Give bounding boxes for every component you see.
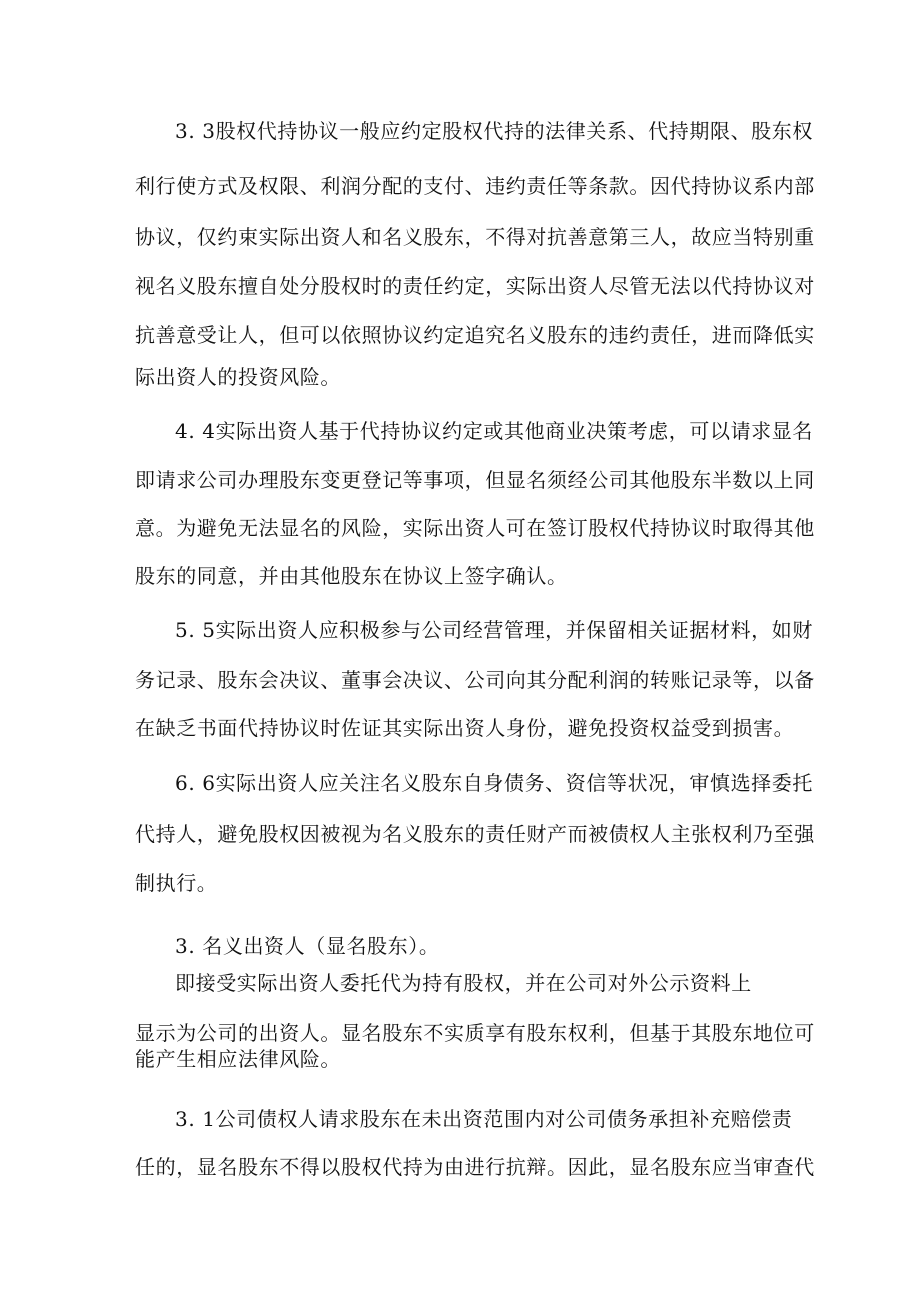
text-line: 任的，显名股东不得以股权代持为由进行抗辩。因此，显名股东应当审查代 bbox=[135, 1155, 815, 1179]
text-line: 抗善意受让人，但可以依照协议约定追究名义股东的违约责任，进而降低实 bbox=[135, 323, 815, 347]
text-line: 股东的同意，并由其他股东在协议上签字确认。 bbox=[135, 564, 568, 588]
text-line: 代持人，避免股权因被视为名义股东的责任财产而被债权人主张权利乃至强 bbox=[135, 822, 815, 846]
text-line: 制执行。 bbox=[135, 871, 218, 895]
text-line: 3. 1公司债权人请求股东在未出资范围内对公司债务承担补充赔偿责 bbox=[175, 1107, 793, 1131]
text-line: 协议，仅约束实际出资人和名义股东，不得对抗善意第三人，故应当特别重 bbox=[135, 225, 815, 249]
text-line: 能产生相应法律风险。 bbox=[135, 1047, 341, 1071]
text-line: 视名义股东擅自处分股权时的责任约定，实际出资人尽管无法以代持协议对 bbox=[135, 274, 815, 298]
text-line: 显示为公司的出资人。显名股东不实质享有股东权利，但基于其股东地位可 bbox=[135, 1021, 815, 1045]
text-line: 在缺乏书面代持协议时佐证其实际出资人身份，避免投资权益受到损害。 bbox=[135, 716, 795, 740]
text-line: 务记录、股东会决议、董事会决议、公司向其分配利润的转账记录等，以备 bbox=[135, 668, 815, 692]
text-line: 3. 3股权代持协议一般应约定股权代持的法律关系、代持期限、股东权 bbox=[175, 119, 813, 143]
text-line: 即请求公司办理股东变更登记等事项，但显名须经公司其他股东半数以上同 bbox=[135, 468, 815, 492]
text-line: 际出资人的投资风险。 bbox=[135, 365, 341, 389]
text-line: 利行使方式及权限、利润分配的支付、违约责任等条款。因代持协议系内部 bbox=[135, 174, 815, 198]
text-line: 6. 6实际出资人应关注名义股东自身债务、资信等状况，审慎选择委托 bbox=[175, 771, 813, 795]
section-heading: 3. 名义出资人（显名股东）。 bbox=[175, 934, 440, 958]
text-line: 意。为避免无法显名的风险，实际出资人可在签订股权代持协议时取得其他 bbox=[135, 516, 815, 540]
text-line: 即接受实际出资人委托代为持有股权，并在公司对外公示资料上 bbox=[175, 971, 752, 995]
text-line: 4. 4实际出资人基于代持协议约定或其他商业决策考虑，可以请求显名 bbox=[175, 419, 813, 443]
text-line: 5. 5实际出资人应积极参与公司经营管理，并保留相关证据材料，如财 bbox=[175, 618, 813, 642]
